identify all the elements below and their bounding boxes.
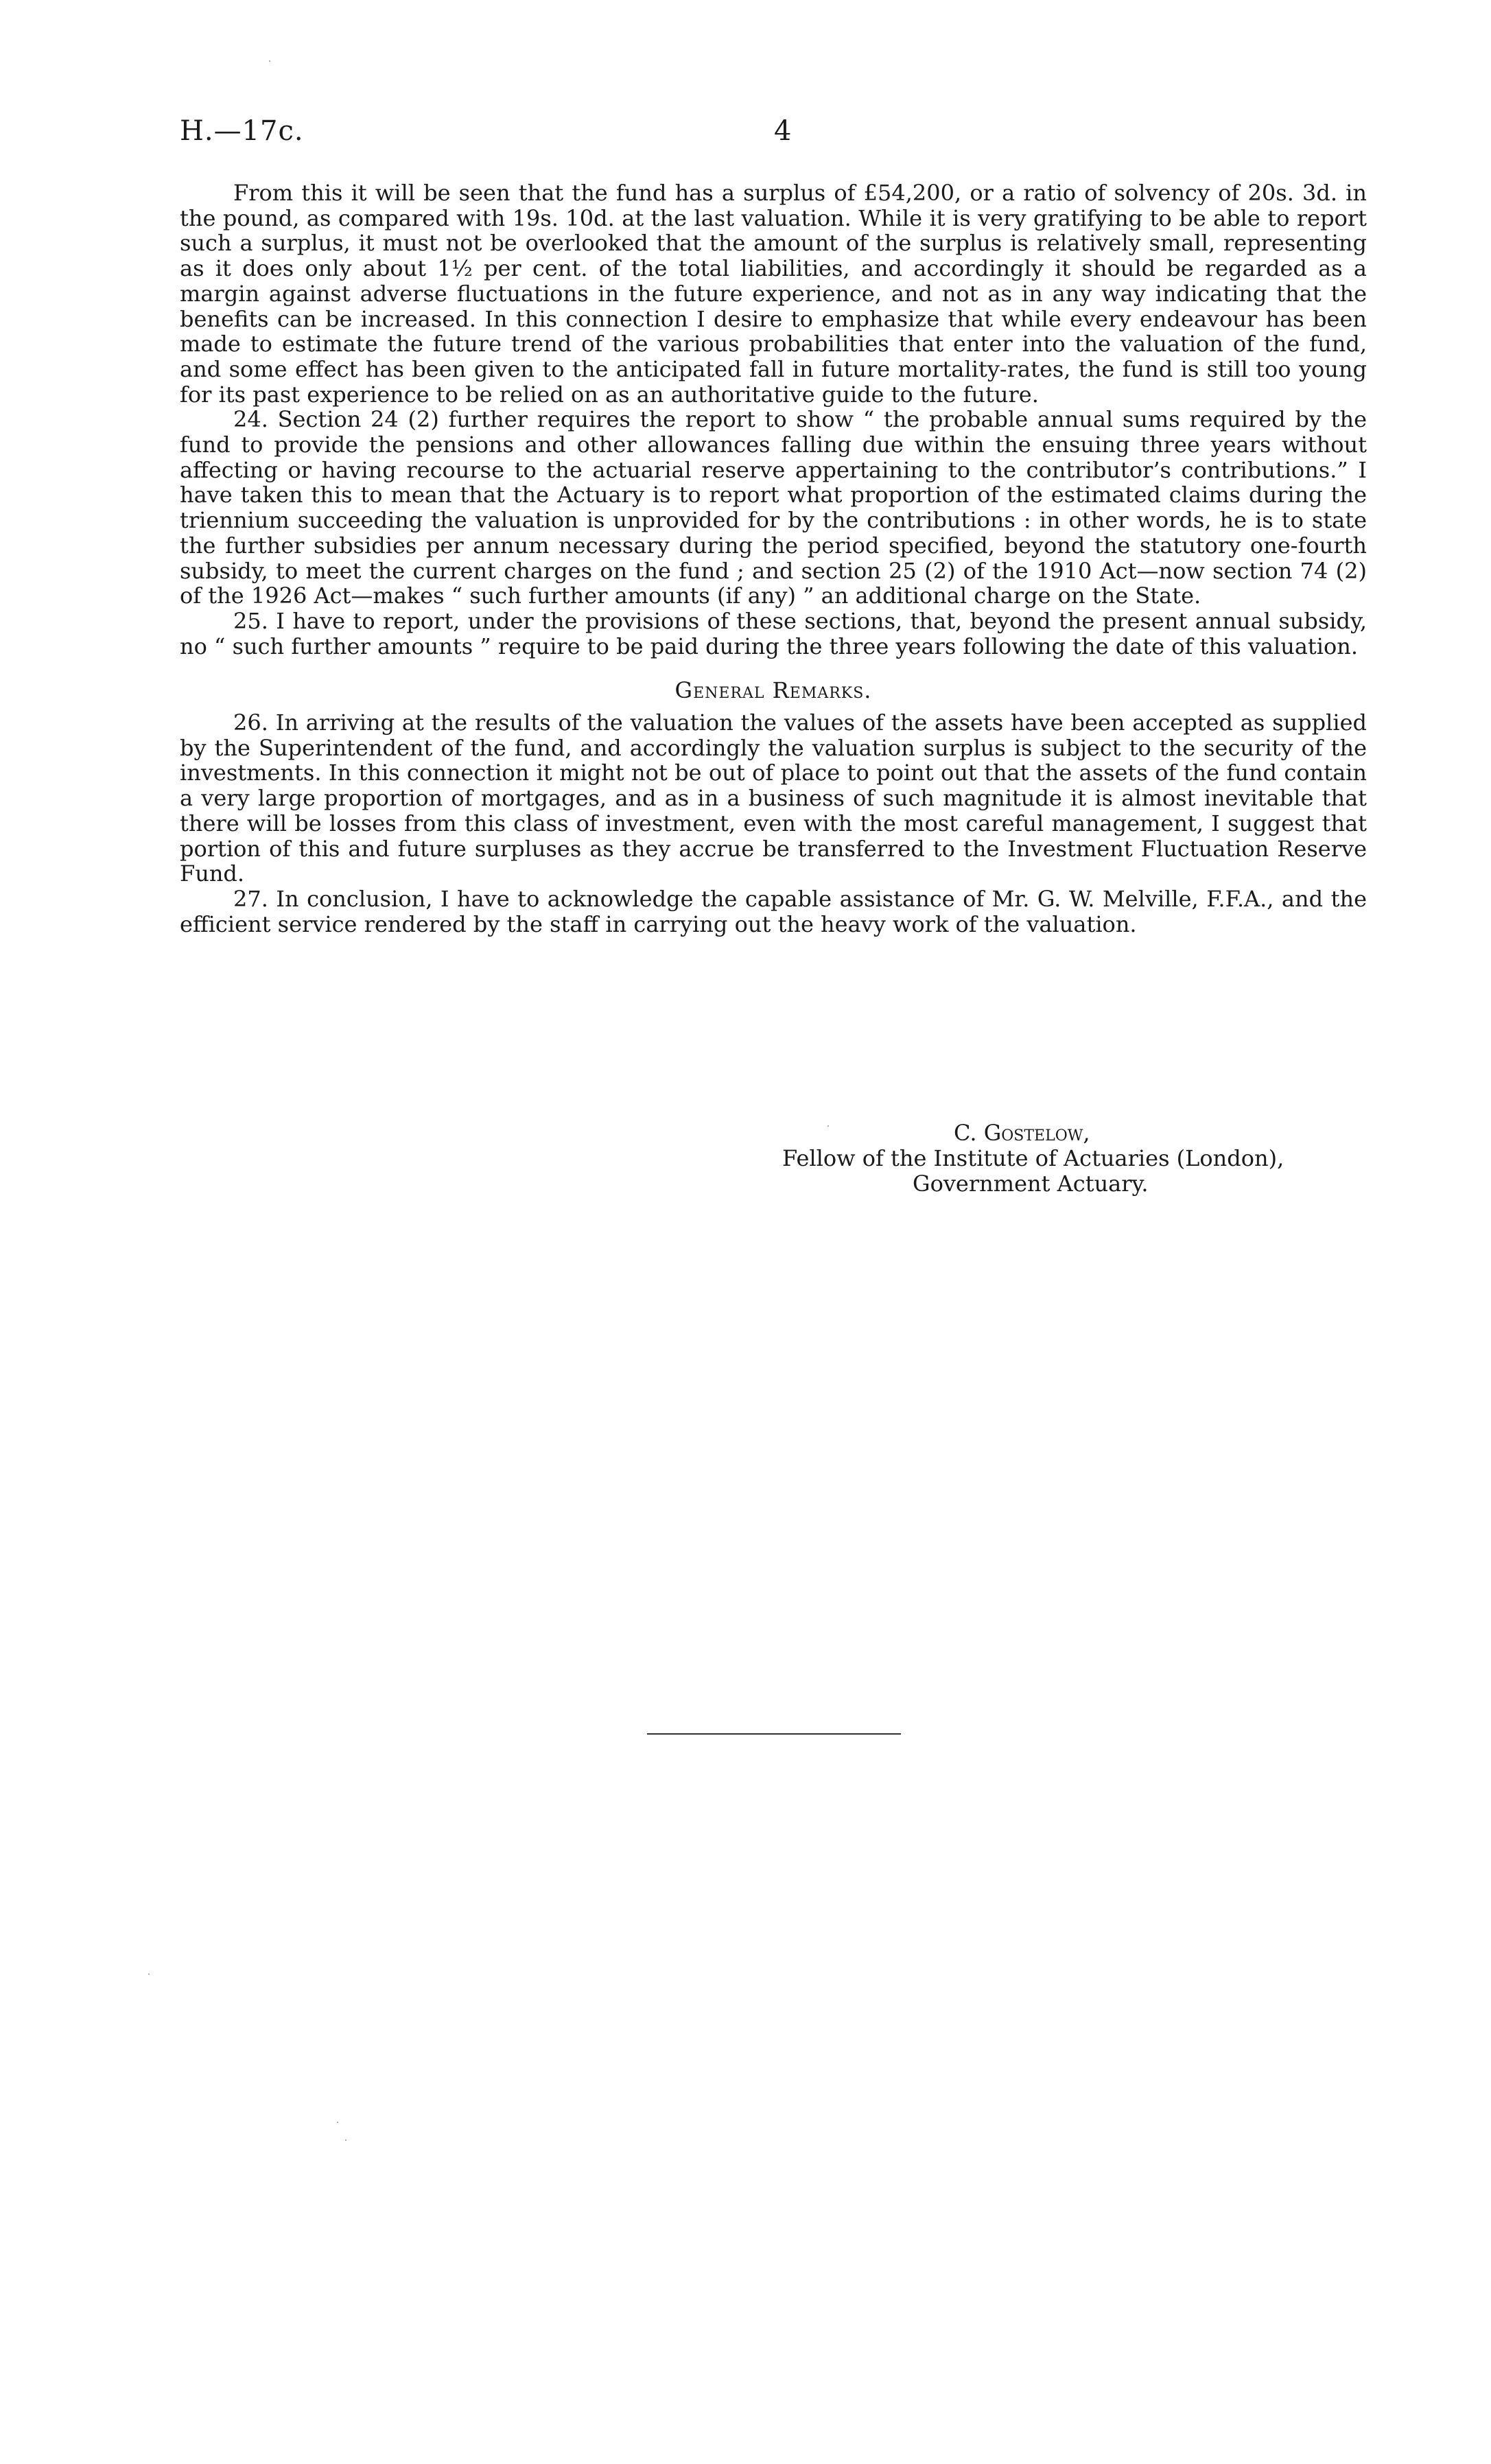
scan-speck [148,1973,150,1975]
signature-office: Government Actuary. [913,1171,1149,1197]
paragraph-24: 24. Section 24 (2) further requires the report to show “ the probable annual sums required by the fund to provide the pensions and other allowances falling due within the ensuing three years without affecting or having recourse to the actuarial reserve appertaining to the contributor’s contributions.” I have taken this to mean that the Actuary is to report what proportion of the estimated claims during the triennium succeeding the valuation is unprovided for by the contributions : in other words, he is to state the further subsidies per annum necessary during the period specified, beyond the statutory one-fourth subsidy, to meet the current charges on the fund ; and section 25 (2) of the 1910 Act—now section 74 (2) of the 1926 Act—makes “ such further amounts (if any) ” an additional charge on the State. [180,406,1367,609]
document-body [180,180,1367,937]
section-heading: General Remarks. [674,677,872,704]
paragraph-25: 25. I have to report, under the provisions of these sections, that, beyond the present annual subsidy, no “ such further amounts ” require to be paid during the three years following the date of this valuation. [180,607,1367,659]
paragraph-26: 26. In arriving at the results of the valuation the values of the assets have been accepted as supplied by the Superintendent of the fund, and accordingly the valuation surplus is subject to the security of the investments. In this connection it might not be out of place to point out that the assets of the fund contain a very large proportion of mortgages, and as in a business of such magnitude it is almost inevitable that there will be losses from this class of investment, even with the most careful management, I suggest that portion of this and future surpluses as they accrue be transferred to the Investment Fluctuation Reserve Fund. [180,709,1367,887]
signature-block [782,1120,1345,1197]
paragraph-surplus: From this it will be seen that the fund has a surplus of £54,200, or a ratio of solvency of 20s. 3d. in the pound, as compared with 19s. 10d. at the last valuation. While it is very gratifying to be able to report such a surplus, it must not be overlooked that the amount of the surplus is relatively small, representing as it does only about 1½ per cent. of the total liabilities, and accordingly it should be regarded as a margin against adverse fluctuations in the future experience, and not as in any way indicating that the benefits can be increased. In this connection I desire to emphasize that while every endeavour has been made to estimate the future trend of the various probabilities that enter into the valuation of the fund, and some effect has been given to the anticipated fall in future mortality-rates, the fund is still too young for its past experience to be relied on as an authoritative guide to the future. [180,180,1367,408]
paragraph-27: 27. In conclusion, I have to acknowledge the capable assistance of Mr. G. W. Melville, F.F.A., and the efficient service rendered by the staff in carrying out the heavy work of the valuation. [180,885,1367,937]
signature-title: Fellow of the Institute of Actuaries (London), [782,1145,1284,1171]
signature-name: C. Gostelow, [954,1120,1090,1146]
scan-speck [827,1125,829,1127]
scan-speck [345,2139,347,2141]
scan-speck [269,60,270,62]
scan-speck [337,2122,338,2123]
document-reference: H.—17c. [180,115,304,147]
end-rule [647,1733,901,1735]
page-number: 4 [774,115,792,147]
